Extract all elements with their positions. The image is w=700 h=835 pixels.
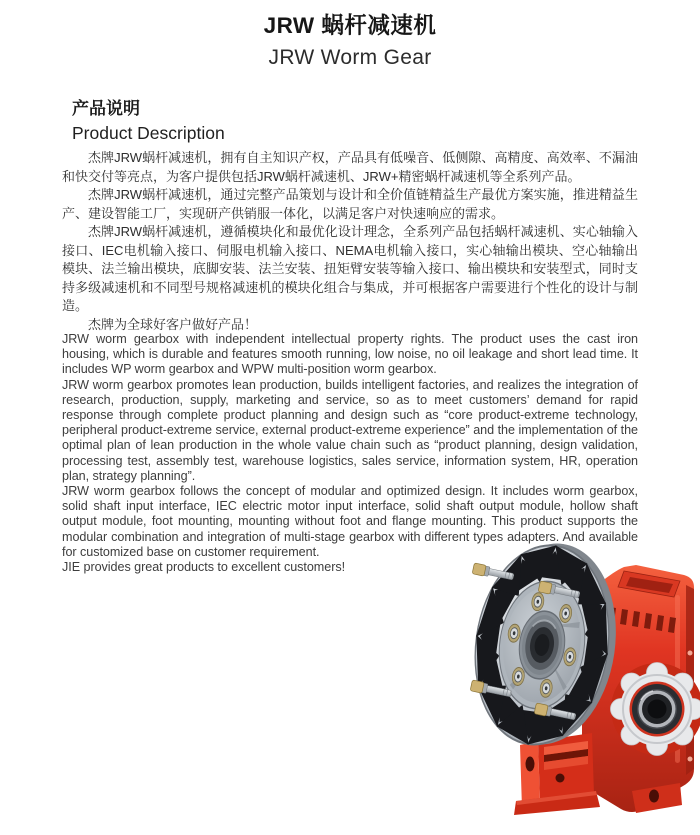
paragraph-zh-3: 杰牌JRW蜗杆减速机，遵循模块化和最优化设计理念，全系列产品包括蜗杆减速机、实心轴输入接口、IEC电机输入接口、伺服电机输入接口、NEMA电机输入接口，实心轴输出模块、空心轴输出模块、法兰输出模块，底脚安装、法兰安装、扭矩臂安装等输入接口、输出模块和安装型式，同时支持多级减速机和不同型号规格减速机的模块化组合与集成，并可根据客户需要进行个性化的设计与制造。 (62, 224, 638, 313)
page-subtitle: JRW Worm Gear (268, 46, 432, 69)
section-heading-en: Product Description (72, 123, 225, 143)
paragraph-zh-1: 杰牌JRW蜗杆减速机，拥有自主知识产权，产品具有低噪音、低侧隙、高精度、高效率、不漏油和快交付等亮点，为客户提供包括JRW蜗杆减速机、JRW+精密蜗杆减速机等全系列产品。 (62, 150, 638, 184)
paragraph-en-1: JRW worm gearbox with independent intellectual property rights. The product uses the cast iron housing, which is durable and features smooth running, low noise, no oil leakage and short lead time. It includes WP worm gearbox and WPW multi-position worm gearbox. (62, 332, 638, 377)
section-heading (72, 94, 225, 144)
description-zh (62, 149, 638, 334)
product-photo (440, 533, 700, 829)
section-heading-zh: 产品说明 (72, 99, 140, 118)
output-flange (611, 663, 700, 756)
paragraph-en-2: JRW worm gearbox promotes lean production, builds intelligent factories, and realizes the integration of research, production, supply, marketing and service, so as to meet customers’ demand for rapid response through complete product planning and design such as “core product-extreme technology, peripheral product-extreme service, external product-extreme experience” and the implementation of the optimal plan of lean production in the whole value chain such as “product planning, design validation, processing test, assembly test, warehouse logistics, sales service, information system, HR, operation plan, strategy planning”. (62, 377, 638, 483)
paragraph-zh-2: 杰牌JRW蜗杆减速机，通过完整产品策划与设计和全价值链精益生产最优方案实施，推进精益生产、建设智能工厂，实现研产供销服一体化，以满足客户对快速响应的需求。 (62, 187, 638, 221)
paragraph-en-3: JRW worm gearbox follows the concept of modular and optimized design. It includes worm gearbox, solid shaft input interface, IEC electric motor input interface, solid shaft output module, hollow shaft output module, foot mounting, mounting without foot and flange mounting. This product supports the modular combination and integration of multi-stage gearbox with different types adapters. And available for customized base on customer requirement. (62, 484, 638, 559)
paragraph-en-4: JIE provides great products to excellent customers! (62, 560, 346, 575)
product-photo-worm-gearbox (440, 533, 700, 829)
doc-header (0, 8, 700, 70)
page-title: JRW 蜗杆减速机 (263, 13, 437, 38)
paragraph-zh-4: 杰牌为全球好客户做好产品！ (88, 316, 258, 332)
